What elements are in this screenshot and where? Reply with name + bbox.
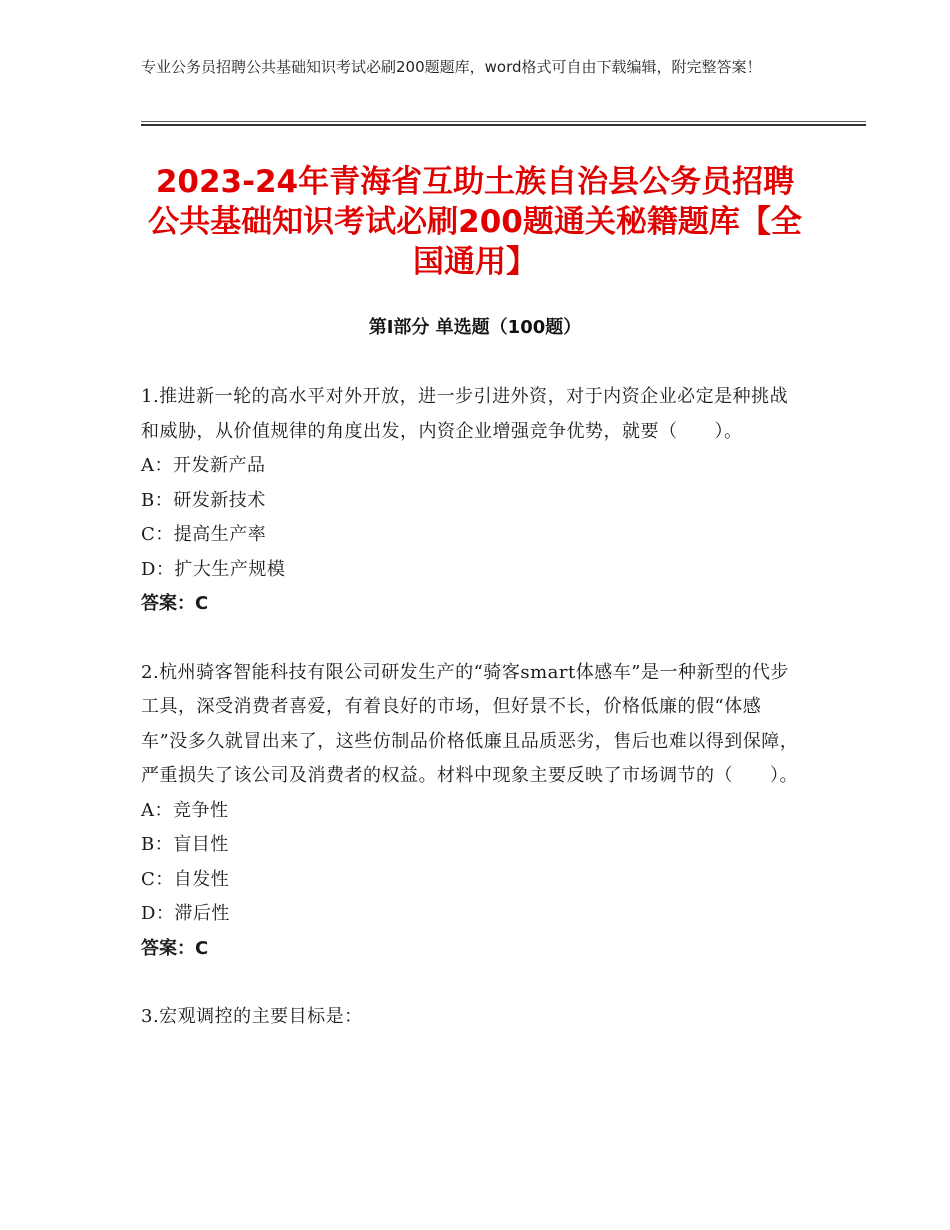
- option-d: D：滞后性: [141, 903, 230, 924]
- option-b: B：研发新技术: [141, 489, 266, 511]
- question-3: [141, 1000, 801, 1035]
- option-b: B：盲目性: [141, 834, 229, 855]
- question-stem: 1.推进新一轮的高水平对外开放，进一步引进外资，对于内资企业必定是种挑战和威胁，从价值规律的角度出发，内资企业增强竞争优势，就要（ ）。: [141, 386, 789, 442]
- question-spacer: [141, 622, 801, 656]
- option-c: C：自发性: [141, 868, 230, 890]
- header-divider-thick: [141, 124, 866, 126]
- answer: 答案：C: [141, 937, 209, 959]
- question-stem: 2.杭州骑客智能科技有限公司研发生产的“骑客smart体感车”是一种新型的代步工具，深受消费者喜爱，有着良好的市场，但好景不长，价格低廉的假“体感车”没多久就冒出来了，这些仿制品价格低廉且品质恶劣，售后也难以得到保障，严重损失了该公司及消费者的权益。材料中现象主要反映了市场调节的（ ）。: [141, 661, 799, 786]
- header-note: 专业公务员招聘公共基础知识考试必刷200题题库，word格式可自由下载编辑，附完整答案！: [141, 58, 762, 76]
- option-a: A：竞争性: [141, 799, 229, 821]
- section-title: 第Ⅰ部分 单选题（100题）: [368, 317, 582, 338]
- header-divider-thin: [141, 121, 866, 122]
- question-stem: 3.宏观调控的主要目标是：: [141, 1006, 363, 1027]
- question-list: [141, 380, 801, 1035]
- question-spacer: [141, 966, 801, 1000]
- question-2: [141, 656, 801, 967]
- option-c: C：提高生产率: [141, 524, 267, 545]
- document-title: 2023-24年青海省互助土族自治县公务员招聘公共基础知识考试必刷200题通关秘籍题库【全国通用】: [148, 164, 802, 280]
- answer: 答案：C: [141, 593, 209, 614]
- question-1: [141, 380, 801, 622]
- option-a: A：开发新产品: [141, 455, 266, 476]
- option-d: D：扩大生产规模: [141, 558, 286, 580]
